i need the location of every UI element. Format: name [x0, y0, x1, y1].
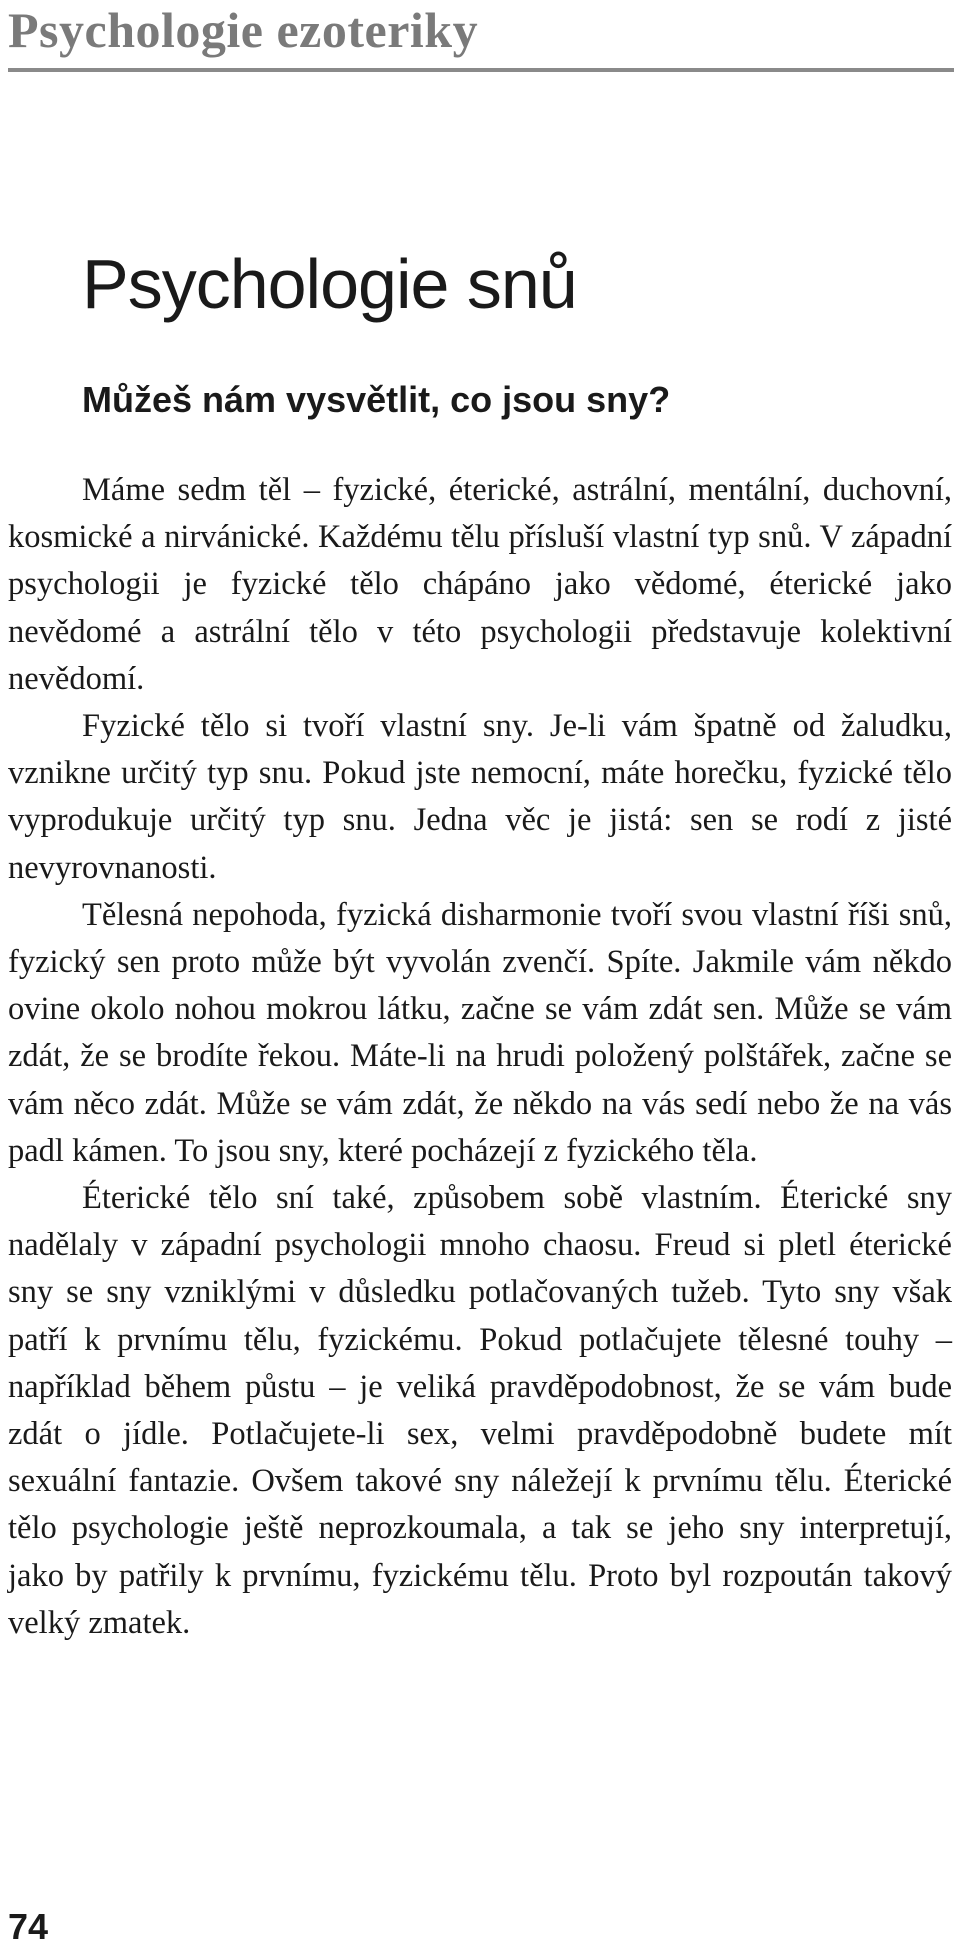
page-number: 74 — [8, 1906, 49, 1947]
running-header: Psychologie ezoteriky — [8, 2, 479, 58]
header-divider — [8, 68, 954, 72]
paragraph: Máme sedm těl – fyzické, éterické, astrální, mentální, duchovní, kosmické a nirvánické. Každému tělu přísluší vlastní typ snů. V západní psychologii je fyzické tělo chápáno jako vědomé, éterické jako nevědomé a astrální tělo v této psychologii představuje kolektivní nevědomí. — [8, 472, 952, 697]
paragraph: Éterické tělo sní také, způsobem sobě vlastním. Éterické sny nadělaly v západní psychologii mnoho chaosu. Freud si pletl éterické sny se sny vzniklými v důsledku potlačovaných tužeb. Tyto sny však patří k prvnímu tělu, fyzickému. Pokud potlačujete tělesné touhy – například během půstu – je veliká pravděpodobnost, že se vám bude zdát o jídle. Potlačujete-li sex, velmi pravděpodobně budete mít sexuální fantazie. Ovšem takové sny náležejí k prvnímu tělu. Éterické tělo psychologie ještě neprozkoumala, a tak se jeho sny interpretují, jako by patřily k prvnímu, fyzickému tělu. Proto byl rozpoután takový velký zmatek. — [8, 1180, 952, 1641]
paragraph: Tělesná nepohoda, fyzická disharmonie tvoří svou vlastní říši snů, fyzický sen proto může být vyvolán zvenčí. Spíte. Jakmile vám někdo ovine okolo nohou mokrou látku, začne se vám zdát sen. Může se vám zdát, že se brodíte řekou. Máte-li na hrudi položený polštářek, začne se vám něco zdát. Může se vám zdát, že někdo na vás sedí nebo že na vás padl kámen. To jsou sny, které pocházejí z fyzického těla. — [8, 896, 952, 1169]
chapter-title: Psychologie snů — [82, 245, 577, 323]
paragraph: Fyzické tělo si tvoří vlastní sny. Je-li vám špatně od žaludku, vznikne určitý typ snu. Pokud jste nemocní, máte horečku, fyzické tělo vyprodukuje určitý typ snu. Jedna věc je jistá: sen se rodí z jisté nevyrovnanosti. — [8, 708, 952, 886]
question-heading: Můžeš nám vysvětlit, co jsou sny? — [82, 379, 671, 420]
body-text — [8, 467, 952, 1647]
